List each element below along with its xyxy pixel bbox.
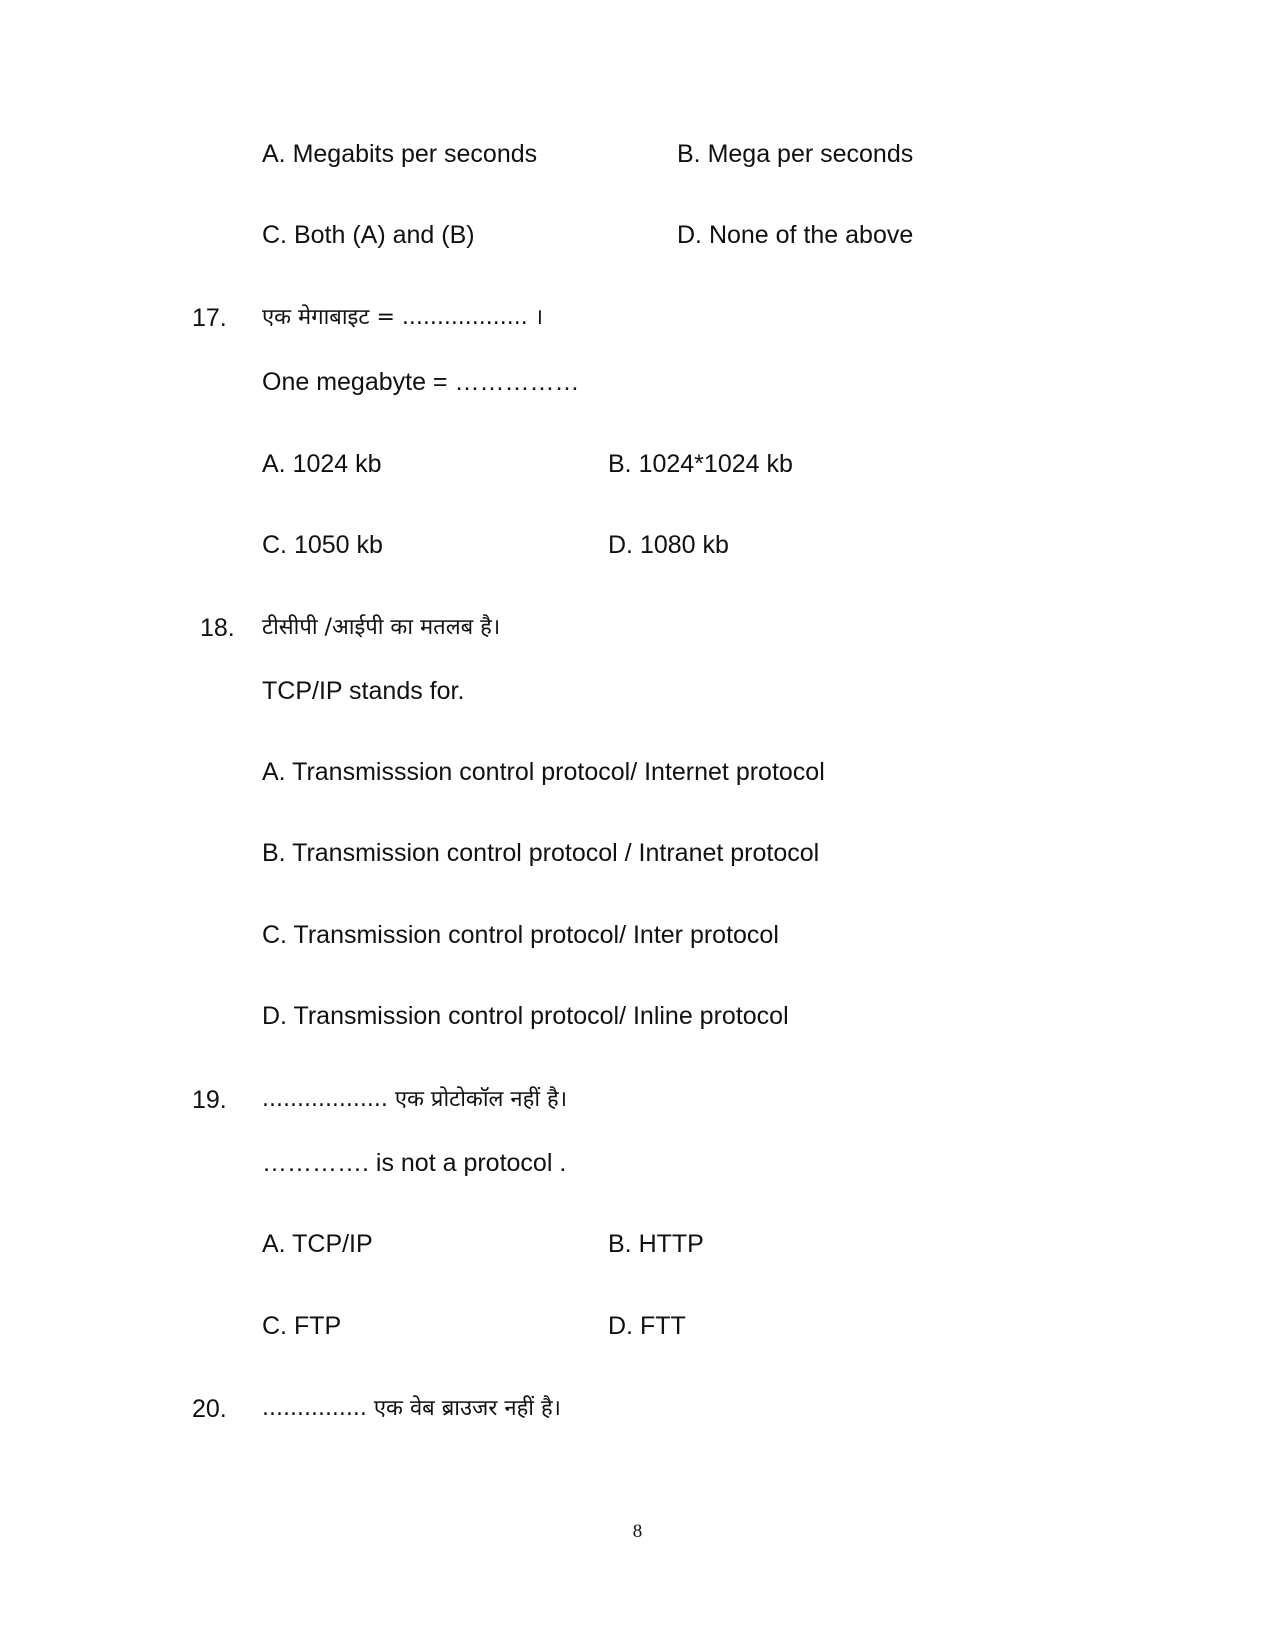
q16-option-d: D. None of the above [677,221,914,249]
q18-hindi-text: टीसीपी /आईपी का मतलब है। [262,615,501,640]
q17-option-c: C. 1050 kb [262,531,383,559]
q20-hindi-text: ............... एक वेब ब्राउजर नहीं है। [262,1396,561,1421]
q19-number: 19. [192,1086,227,1114]
q17-english-text: One megabyte = …………… [262,368,580,396]
q19-english-text: …………. is not a protocol . [262,1149,567,1177]
q18-option-c: C. Transmission control protocol/ Inter protocol [262,921,779,949]
q17-option-a: A. 1024 kb [262,450,382,478]
q18-option-b: B. Transmission control protocol / Intranet protocol [262,839,820,867]
q16-option-b: B. Mega per seconds [677,140,914,168]
q18-option-d: D. Transmission control protocol/ Inline protocol [262,1002,789,1030]
q19-option-b: B. HTTP [608,1230,704,1258]
q19-option-a: A. TCP/IP [262,1230,373,1258]
q19-hindi-text: .................. एक प्रोटोकॉल नहीं है। [262,1087,568,1112]
q17-number: 17. [192,304,227,332]
q18-option-a: A. Transmisssion control protocol/ Internet protocol [262,758,825,786]
q17-hindi-text: एक मेगाबाइट = .................. । [262,305,544,330]
q16-option-c: C. Both (A) and (B) [262,221,475,249]
q17-option-d: D. 1080 kb [608,531,729,559]
q19-option-d: D. FTT [608,1312,686,1340]
q18-number: 18. [200,614,235,642]
q16-option-a: A. Megabits per seconds [262,140,538,168]
q19-option-c: C. FTP [262,1312,342,1340]
q20-number: 20. [192,1395,227,1423]
page-number: 8 [632,1521,643,1542]
q18-english-text: TCP/IP stands for. [262,677,465,705]
q17-option-b: B. 1024*1024 kb [608,450,793,478]
